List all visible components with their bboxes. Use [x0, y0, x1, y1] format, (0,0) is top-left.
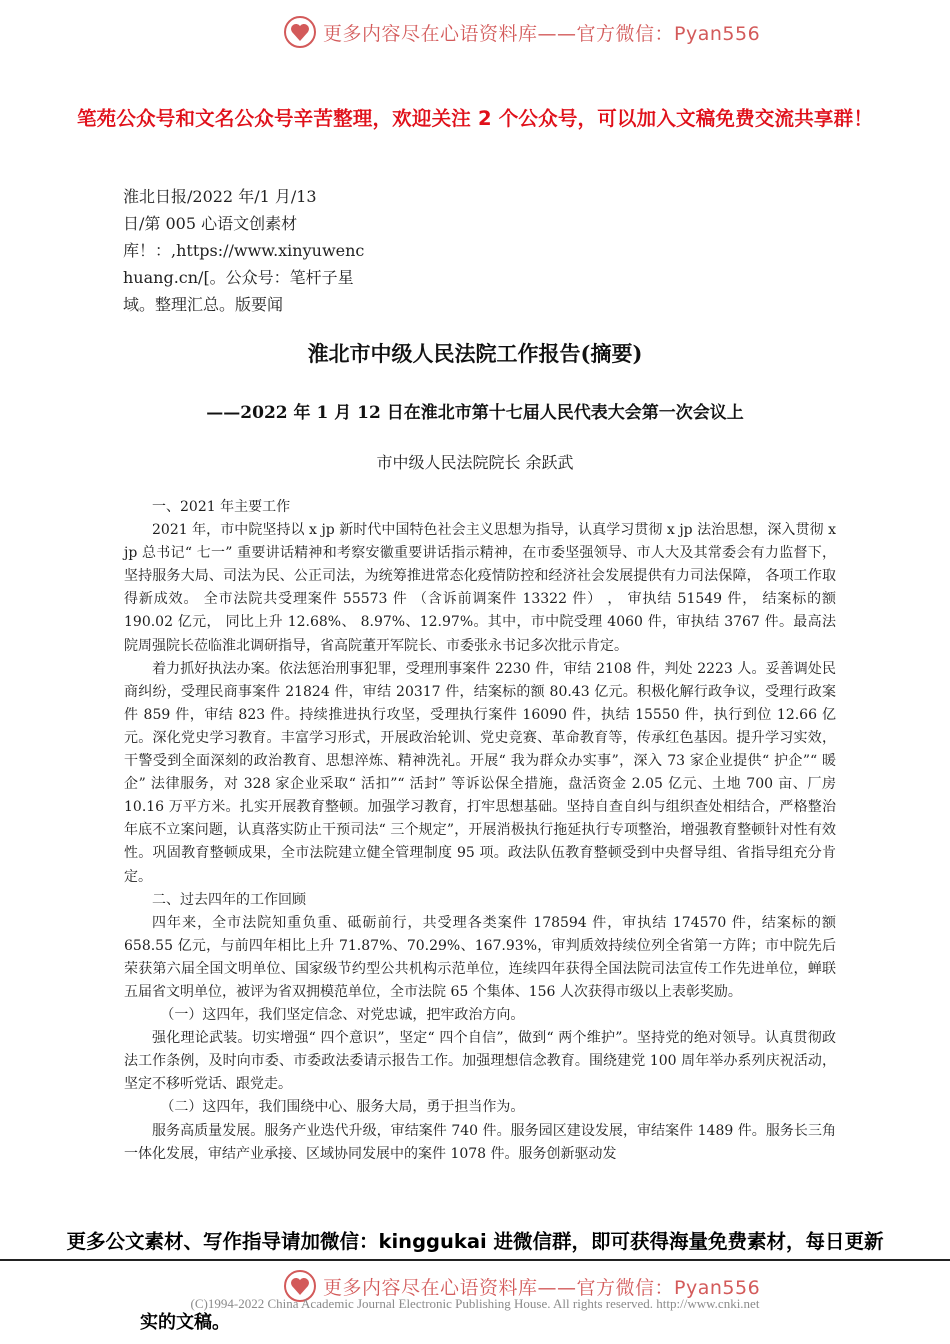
subsection-heading: （二）这四年，我们围绕中心、服务大局，勇于担当作为。: [160, 1099, 525, 1116]
paragraph: 强化理论武装。切实增强“ 四个意识”，坚定“ 四个自信”，做到“ 两个维护”。坚持党的绝对领导。认真贯彻政法工作条例，及时向市委、市委政法委请示报告工作。加强理想信念教育。围绕建党 100 周年举办系列庆祝活动，坚定不移听党话、跟党走。: [124, 1030, 836, 1093]
section-heading: 二、过去四年的工作回顾: [152, 891, 306, 908]
source-line: 域。整理汇总。版要闻: [123, 295, 284, 314]
stray-text: 实的文稿。: [140, 1312, 230, 1333]
divider: [0, 1259, 950, 1261]
subsection-heading: （一）这四年，我们坚定信念、对党忠诚，把牢政治方向。: [160, 1007, 525, 1024]
copyright-footer: (C)1994-2022 China Academic Journal Electronic Publishing House. All rights reserved. http://www.cnki.net: [190, 1296, 760, 1311]
paragraph: 服务高质量发展。服务产业迭代升级，审结案件 740 件。服务园区建设发展，审结案件 1489 件。服务长三角一体化发展，审结产业承接、区域协同发展中的案件 1078 件。服务创新驱动发: [124, 1122, 836, 1162]
heart-logo-icon: [283, 15, 317, 49]
section-heading: 一、2021 年主要工作: [152, 499, 291, 515]
report-body: [124, 496, 836, 1166]
watermark-top: [283, 12, 760, 52]
source-line: huang.cn/[。公众号：笔杆子星: [123, 268, 354, 287]
source-line: 淮北日报/2022 年/1 月/13: [123, 187, 317, 206]
report-title: 淮北市中级人民法院工作报告(摘要): [307, 341, 643, 366]
paragraph: 着力抓好执法办案。依法惩治刑事犯罪，受理刑事案件 2230 件，审结 2108 件，判处 2223 人。妥善调处民商纠纷，受理民商事案件 21824 件，审结 20317 件，结案标的额 80.43 亿元。积极化解行政争议，受理行政案件 859 件，审结 823 件。持续推进执行攻坚，受理执行案件 16090 件，执结 15550 件，执行到位 12.66 亿元。深化党史学习教育。丰富学习形式，开展政治轮训、党史竞赛、革命教育等，传承红色基因。提升学习实效，干警受到全面深刻的政治教育、思想淬炼、精神洗礼。开展“ 我为群众办实事”，深入 73 家企业提供“ 护企”“ 暖企” 法律服务，对 328 家企业采取“ 活扣”“ 活封” 等诉讼保全措施，盘活资金 2.05 亿元、土地 700 亩、厂房 10.16 万平方米。扎实开展教育整顿。加强学习教育，打牢思想基础。坚持自查自纠与组织查处相结合，严格整治年底不立案问题，认真落实防止干预司法“ 三个规定”，开展消极执行拖延执行专项整治，增强教育整顿针对性有效性。巩固教育整顿成果，全市法院建立健全管理制度 95 项。政法队伍教育整顿受到中央督导组、省指导组充分肯定。: [124, 660, 836, 885]
red-notice-banner: 笔苑公众号和文名公众号辛苦整理，欢迎关注 2 个公众号，可以加入文稿免费交流共享群！: [76, 107, 874, 130]
source-line: 日/第 005 心语文创素材: [123, 214, 298, 233]
paragraph: 2021 年，市中院坚持以 x jp 新时代中国特色社会主义思想为指导，认真学习贯彻 x jp 法治思想，深入贯彻 x jp 总书记“ 七一” 重要讲话精神和考察安徽重要讲话指示精神，在市委坚强领导、市人大及其常委会有力监督下，坚持服务大局、司法为民、公正司法，为统筹推进常态化疫情防控和经济社会发展提供有力司法保障， 各项工作取得新成效。 全市法院共受理案件 55573 件 （含诉前调案件 13322 件） ， 审执结 51549 件， 结案标的额 190.02 亿元， 同比上升 12.68%、 8.97%、12.97%。其中，市中院受理 4060 件，审执结 3767 件。最高法院周强院长莅临淮北调研指导，省高院董开军院长、市委张永书记多次批示肯定。: [124, 522, 836, 654]
promo-banner: 更多公文素材、写作指导请加微信：kinggukai 进微信群，即可获得海量免费素材，每日更新: [0, 1226, 950, 1254]
report-subtitle: ——2022 年 1 月 12 日在淮北市第十七届人民代表大会第一次会议上: [206, 403, 744, 423]
paragraph: 四年来，全市法院知重负重、砥砺前行，共受理各类案件 178594 件，审执结 174570 件，结案标的额 658.55 亿元，与前四年相比上升 71.87%、70.29%、167.93%，审判质效持续位列全省第一方阵；市中院先后荣获第六届全国文明单位、国家级节约型公共机构示范单位，连续四年获得全国法院司法宣传工作先进单位，蝉联五届省文明单位，被评为省双拥模范单位，全市法院 65 个集体、156 人次获得市级以上表彰奖励。: [124, 914, 836, 1000]
source-block: [123, 183, 398, 318]
watermark-text: 更多内容尽在心语资料库——官方微信：Pyan556: [323, 1276, 761, 1299]
report-author: 市中级人民法院院长 余跃武: [376, 453, 574, 472]
source-line: 库！：,https://www.xinyuwenc: [123, 241, 365, 260]
watermark-text: 更多内容尽在心语资料库——官方微信：Pyan556: [323, 22, 761, 45]
